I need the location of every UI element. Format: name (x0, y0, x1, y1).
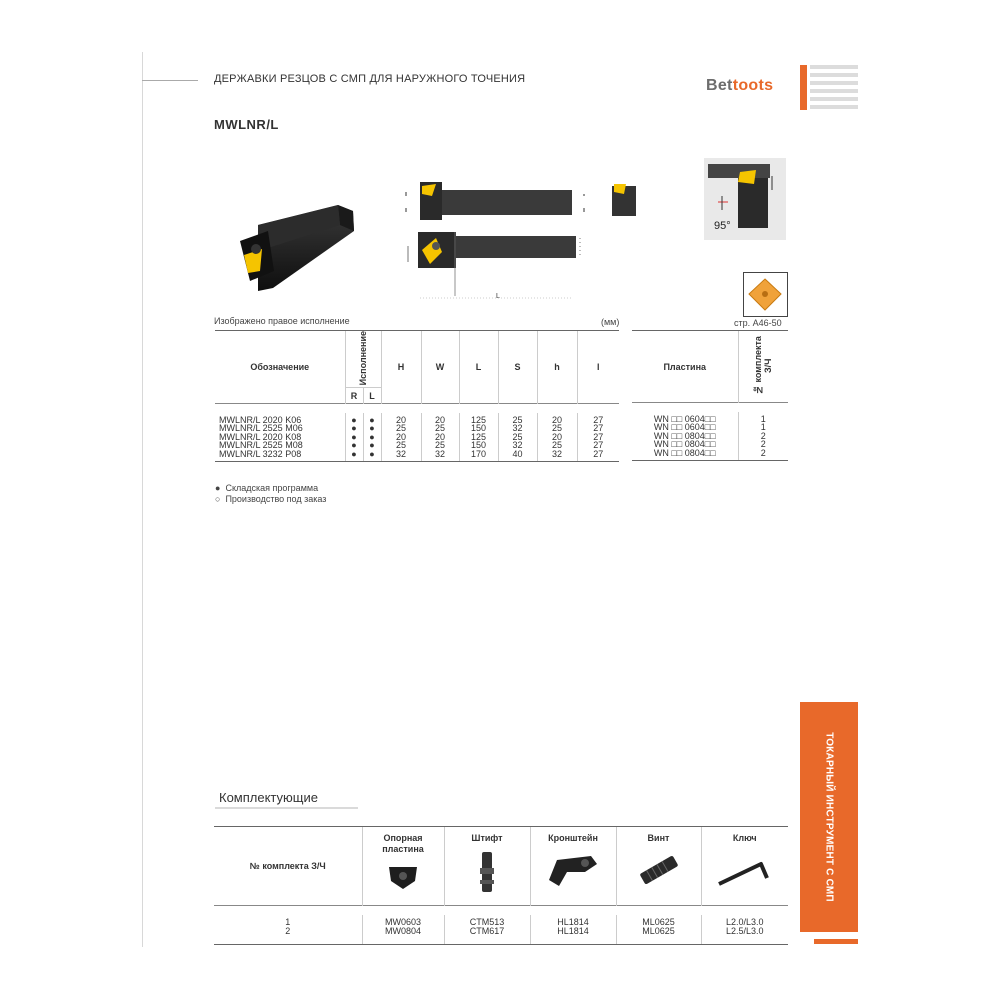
cell-l: 27 (577, 424, 619, 433)
pin-icon (475, 850, 499, 896)
cell-kit: 2 (738, 449, 788, 461)
cell-l-version: ● (363, 450, 381, 462)
cell-r: ● (345, 441, 363, 450)
cell-l: 27 (577, 413, 619, 425)
legend-item-stock (215, 483, 326, 494)
angle-label: 95° (714, 220, 731, 232)
hex-key-icon (715, 850, 775, 890)
seat-label-line1: Опорная (383, 833, 423, 843)
cell-H: 20 (381, 413, 421, 425)
cell-S: 32 (498, 441, 537, 450)
cell-r: ● (345, 433, 363, 442)
cell-L: 170 (459, 450, 498, 462)
col-version (345, 331, 381, 388)
screw-icon (634, 850, 684, 890)
accessories-underline (215, 807, 358, 809)
cell-h: 25 (537, 424, 577, 433)
logo-text-part2: toots (732, 77, 774, 94)
cell-H: 25 (381, 441, 421, 450)
cell-pin: CTM617 (444, 927, 530, 945)
model-title: MWLNR/L (214, 117, 279, 132)
accessories-title: Комплектующие (219, 790, 318, 805)
col-pin (444, 827, 530, 906)
top-view-drawing (400, 180, 590, 225)
col-kit (738, 331, 788, 403)
table-row (215, 450, 619, 462)
col-designation: Обозначение (215, 331, 345, 404)
cell-h: 32 (537, 450, 577, 462)
col-key (701, 827, 788, 906)
cell-r: ● (345, 450, 363, 462)
cell-W: 25 (421, 424, 459, 433)
clamp-icon (545, 850, 601, 890)
col-clamp-label: Кронштейн (548, 833, 598, 843)
cell-W: 32 (421, 450, 459, 462)
col-W: W (421, 331, 459, 404)
cell-screw: ML0625 (616, 927, 701, 945)
cell-kit: 1 (285, 917, 291, 927)
cell-r: ● (345, 424, 363, 433)
side-view-drawing (400, 228, 590, 300)
col-pin-label: Штифт (471, 833, 503, 843)
cell-seat: MW0804 (362, 927, 444, 945)
cell-h: 20 (537, 433, 577, 442)
cell-W: 25 (421, 441, 459, 450)
cell-S: 32 (498, 424, 537, 433)
cell-W: 20 (421, 433, 459, 442)
insert-table (632, 330, 788, 461)
col-kit-number: № комплекта З/Ч (214, 827, 362, 906)
cell-r: ● (345, 413, 363, 425)
end-view-drawing (604, 180, 640, 220)
cell-l-version: ● (363, 433, 381, 442)
cell-S: 40 (498, 450, 537, 462)
col-kit-label: № комплекта З/Ч (753, 336, 774, 395)
cell-insert: WN □□ 0604□□ (653, 422, 716, 432)
image-caption: Изображено правое исполнение (214, 316, 350, 326)
header-title: ДЕРЖАВКИ РЕЗЦОВ С СМП ДЛЯ НАРУЖНОГО ТОЧЕНИЯ (214, 73, 526, 85)
col-seat-label (363, 833, 444, 855)
col-S: S (498, 331, 537, 404)
cell-key: L2.5/L3.0 (701, 927, 788, 945)
cell-seat: MW0603 (362, 915, 444, 927)
cell-key: L2.0/L3.0 (701, 915, 788, 927)
cell-insert: WN □□ 0804□□ (653, 430, 716, 441)
cell-designation: MWLNR/L 2020 K06 (219, 414, 302, 425)
side-tab-bottom-bar (814, 939, 858, 944)
col-l-version: L (363, 388, 381, 404)
cell-h: 25 (537, 441, 577, 450)
section-side-label: ТОКАРНЫЙ ИНСТРУМЕНТ С СМП (823, 732, 835, 902)
brand-logo (706, 77, 773, 95)
cell-W: 20 (421, 413, 459, 425)
cell-designation: MWLNR/L 2020 K08 (219, 431, 302, 442)
cell-l: 27 (577, 450, 619, 462)
header-rule (142, 80, 198, 81)
cell-L: 125 (459, 413, 498, 425)
logo-accent-bar (800, 65, 807, 110)
cell-insert: WN □□ 0604□□ (653, 413, 716, 424)
spec-table (215, 330, 619, 462)
accessories-table (214, 826, 788, 945)
cell-clamp: HL1814 (530, 927, 616, 945)
col-seat (362, 827, 444, 906)
col-screw-label: Винт (647, 833, 670, 843)
page-reference: стр. A46-50 (734, 318, 782, 328)
cell-S: 25 (498, 413, 537, 425)
logo-text-part1: Bet (706, 77, 733, 94)
cell-designation: MWLNR/L 3232 P08 (215, 450, 345, 462)
legend-symbol: ● (215, 483, 221, 493)
cell-kit: 1 (738, 412, 788, 424)
cell-screw: ML0625 (616, 915, 701, 927)
legend-text: Складская программа (225, 483, 319, 493)
cell-clamp: HL1814 (530, 915, 616, 927)
cell-H: 20 (381, 433, 421, 442)
cell-kit: 2 (214, 927, 362, 945)
legend-item-order (215, 494, 326, 505)
cell-insert: WN □□ 0804□□ (653, 439, 716, 449)
header-stripes (810, 65, 858, 110)
col-l: l (577, 331, 619, 404)
table-row (214, 927, 788, 945)
cell-l-version: ● (363, 413, 381, 425)
cell-kit: 2 (738, 440, 788, 449)
legend-text: Производство под заказ (225, 494, 327, 504)
cell-kit: 1 (738, 423, 788, 432)
col-h: h (537, 331, 577, 404)
col-L: L (459, 331, 498, 404)
seat-plate-icon (385, 861, 421, 891)
cell-L: 150 (459, 441, 498, 450)
col-clamp (530, 827, 616, 906)
table-row (632, 449, 788, 461)
page-margin-line (142, 52, 143, 947)
cell-H: 25 (381, 424, 421, 433)
legend-symbol: ○ (215, 494, 221, 504)
unit-label: (мм) (601, 317, 620, 327)
col-key-label: Ключ (732, 833, 757, 843)
cell-designation: MWLNR/L 2525 M08 (219, 440, 303, 451)
cell-L: 150 (459, 424, 498, 433)
cell-kit: 2 (738, 432, 788, 441)
angle-diagram (704, 158, 786, 240)
col-screw (616, 827, 701, 906)
cell-designation: MWLNR/L 2525 M06 (219, 423, 303, 434)
cell-L: 125 (459, 433, 498, 442)
tool-holder-image (228, 193, 368, 303)
cell-l: 27 (577, 441, 619, 450)
insert-image (743, 272, 788, 317)
cell-S: 25 (498, 433, 537, 442)
col-r: R (345, 388, 363, 404)
cell-h: 20 (537, 413, 577, 425)
legend (215, 483, 326, 505)
dimension-label: L (496, 293, 500, 300)
cell-l-version: ● (363, 441, 381, 450)
cell-l: 27 (577, 433, 619, 442)
col-insert: Пластина (632, 331, 738, 403)
cell-pin: CTM513 (444, 915, 530, 927)
seat-label-line2: пластина (382, 844, 424, 854)
cell-H: 32 (381, 450, 421, 462)
cell-l-version: ● (363, 424, 381, 433)
col-version-label: Исполнение (358, 331, 368, 386)
cell-insert: WN □□ 0804□□ (632, 449, 738, 461)
col-H: H (381, 331, 421, 404)
